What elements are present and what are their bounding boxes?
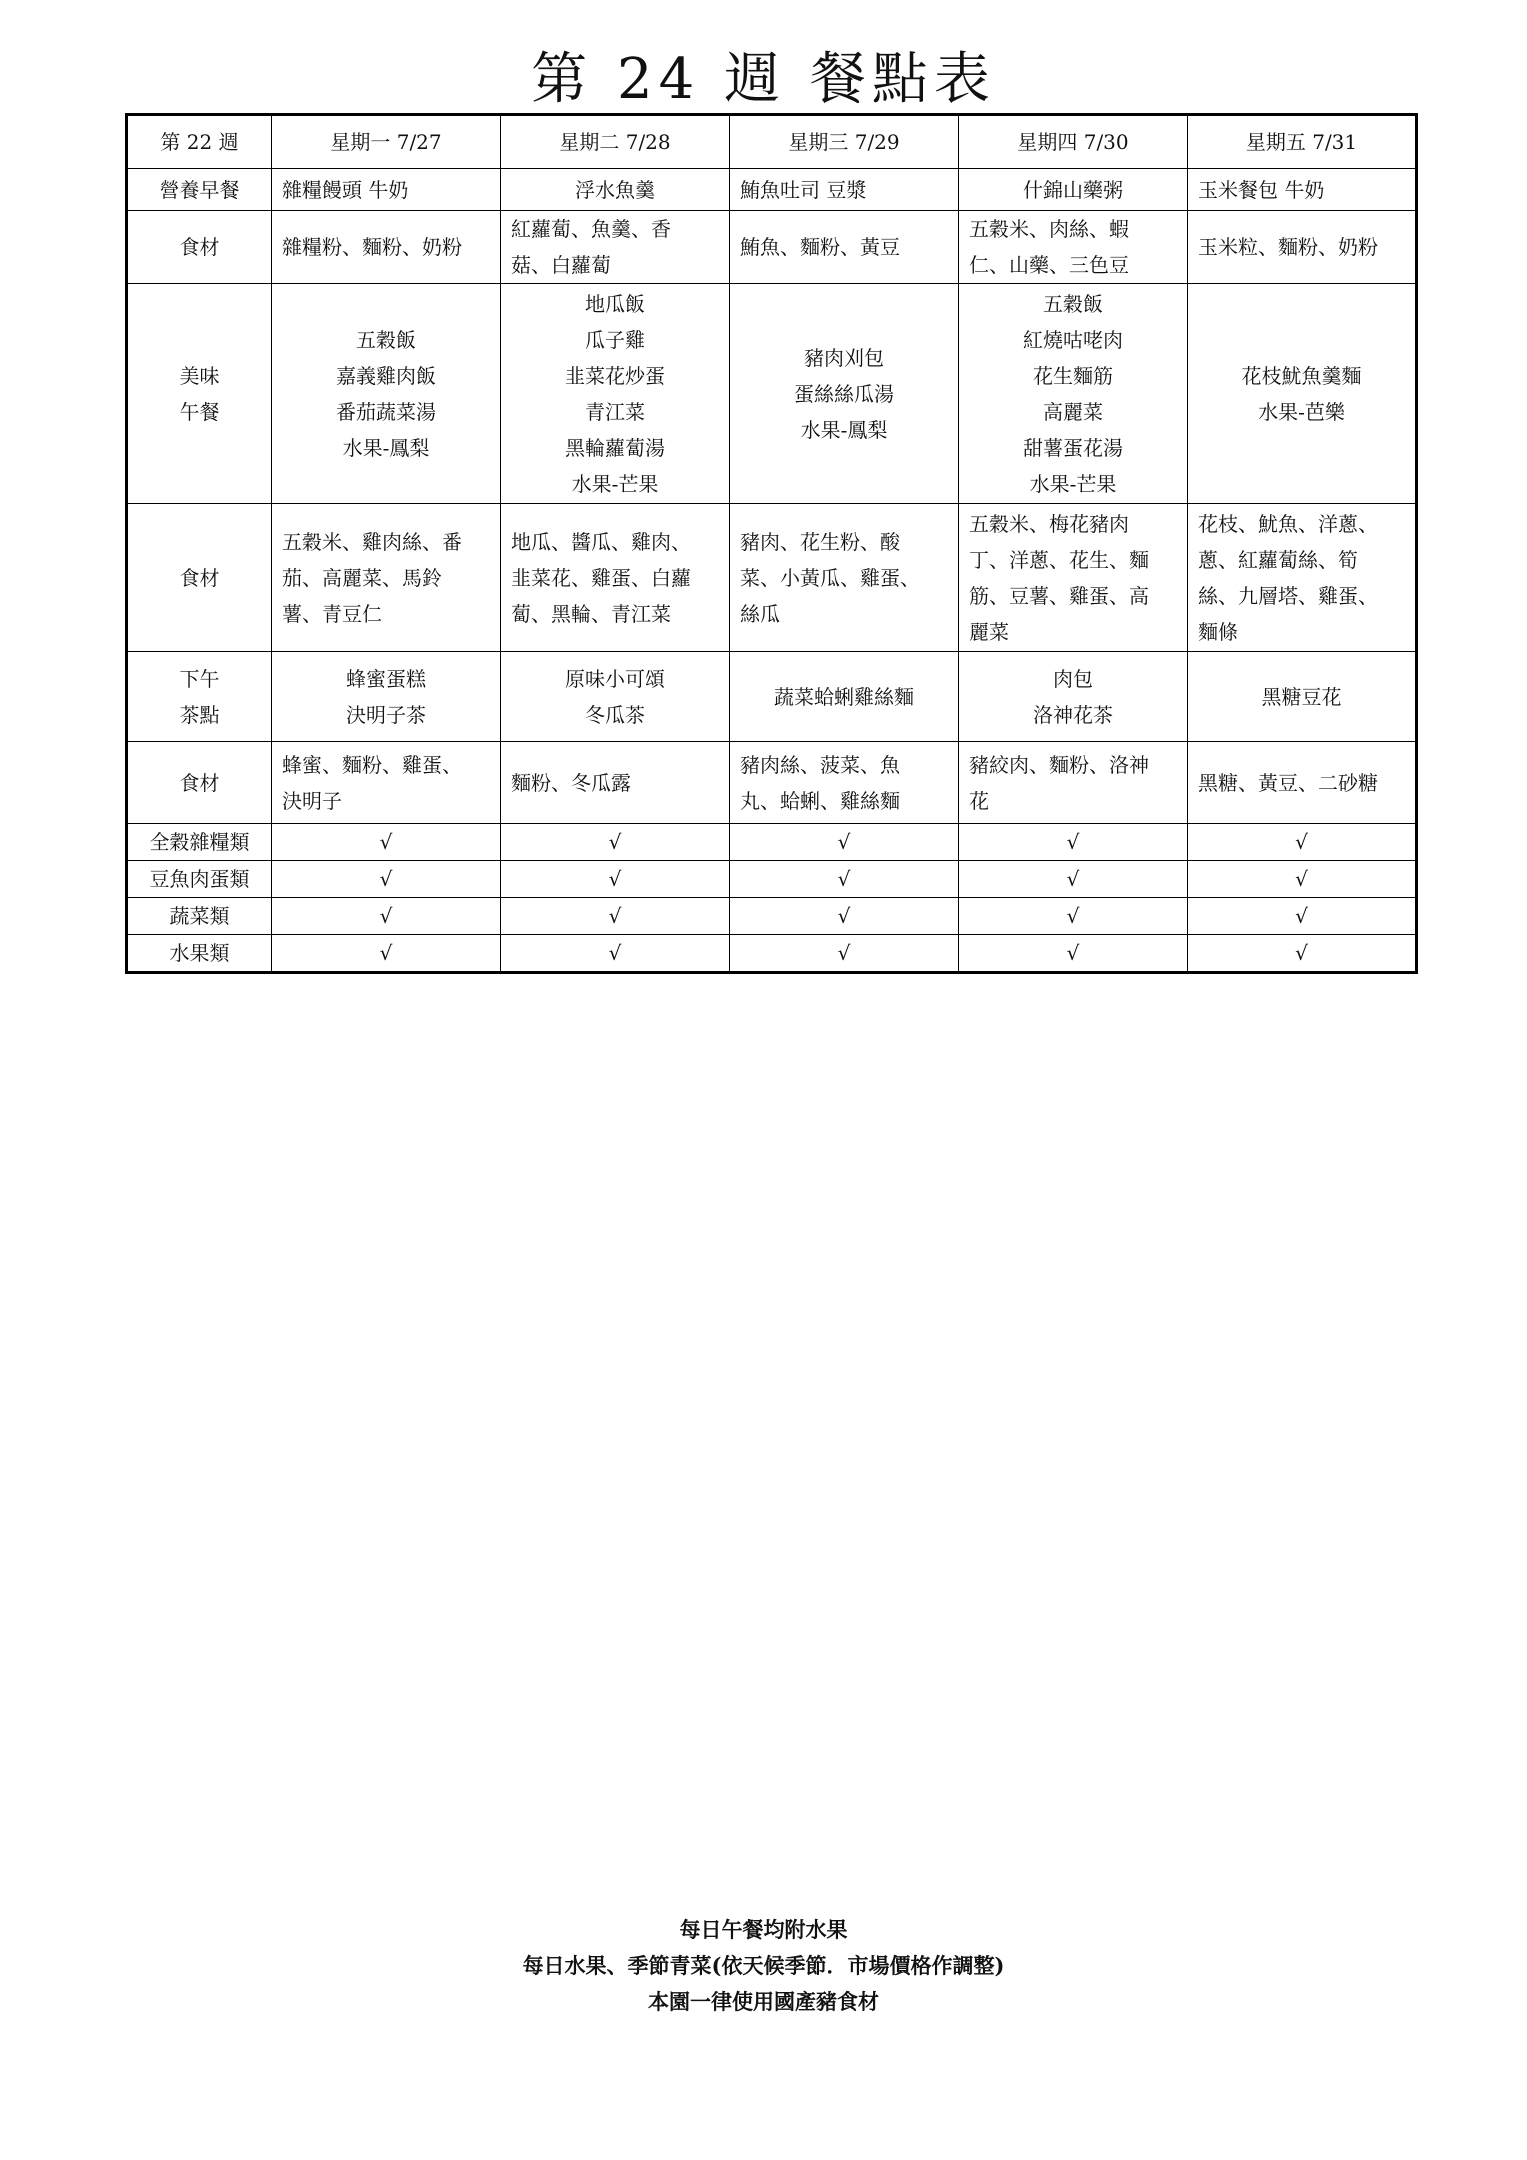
text-line: 菜、小黃瓜、雞蛋、 xyxy=(740,565,920,590)
breakfast-wed: 鮪魚吐司 豆漿 xyxy=(730,169,959,211)
text-line: 筋、豆薯、雞蛋、高 xyxy=(969,583,1149,608)
snack-ingredients-fri xyxy=(1188,742,1417,824)
text-line: 決明子 xyxy=(282,788,342,813)
text-line: 五穀飯 xyxy=(1043,291,1103,316)
snack-ingredients-row xyxy=(127,742,1417,824)
breakfast-fri: 玉米餐包 牛奶 xyxy=(1188,169,1417,211)
check-mark: √ xyxy=(730,861,959,898)
food-group-label: 全穀雜糧類 xyxy=(127,824,272,861)
text-line: 紅燒咕咾肉 xyxy=(1023,327,1123,352)
lunch-fri xyxy=(1188,284,1417,504)
lunch-label xyxy=(127,284,272,504)
check-mark: √ xyxy=(1188,824,1417,861)
breakfast-label: 營養早餐 xyxy=(127,169,272,211)
footer-note: 每日水果、季節青菜(依天候季節．市場價格作調整) xyxy=(522,1953,1005,1978)
day-header-wed: 星期三 7/29 xyxy=(730,115,959,169)
lunch-ingredients-mon xyxy=(272,504,501,652)
check-mark: √ xyxy=(1188,935,1417,973)
text-line: 茶點 xyxy=(179,702,220,727)
text-line: 麵粉、冬瓜露 xyxy=(511,770,631,795)
text-line: 青江菜 xyxy=(585,399,645,424)
food-group-row-vegetables xyxy=(127,898,1417,935)
text-line: 五穀米、梅花豬肉 xyxy=(969,511,1129,536)
breakfast-ingredients-thu xyxy=(959,211,1188,284)
footer-note: 每日午餐均附水果 xyxy=(679,1917,848,1942)
food-group-label: 蔬菜類 xyxy=(127,898,272,935)
snack-thu xyxy=(959,652,1188,742)
text-line: 花枝、魷魚、洋蔥、 xyxy=(1198,511,1378,536)
text-line: 蔬菜蛤蜊雞絲麵 xyxy=(774,684,914,709)
food-group-row-grains xyxy=(127,824,1417,861)
check-mark: √ xyxy=(730,898,959,935)
text-line: 午餐 xyxy=(179,399,220,424)
text-line: 美味 xyxy=(179,363,220,388)
text-line: 肉包 xyxy=(1053,666,1093,691)
snack-mon xyxy=(272,652,501,742)
text-line: 黑糖豆花 xyxy=(1261,684,1342,709)
breakfast-ingredients-label: 食材 xyxy=(127,211,272,284)
text-line: 花生麵筋 xyxy=(1033,363,1113,388)
text-line: 韭菜花、雞蛋、白蘿 xyxy=(511,565,691,590)
text-line: 地瓜、醬瓜、雞肉、 xyxy=(511,529,691,554)
snack-wed xyxy=(730,652,959,742)
text-line: 麵條 xyxy=(1198,619,1238,644)
text-line: 豬絞肉、麵粉、洛神 xyxy=(969,752,1149,777)
check-mark: √ xyxy=(959,898,1188,935)
snack-ingredients-tue xyxy=(501,742,730,824)
lunch-ingredients-row xyxy=(127,504,1417,652)
page-title: 第 24 週 餐點表 xyxy=(531,47,996,112)
breakfast-ingredients-tue xyxy=(501,211,730,284)
check-mark: √ xyxy=(272,935,501,973)
text-line: 韭菜花炒蛋 xyxy=(565,363,665,388)
check-mark: √ xyxy=(1188,898,1417,935)
food-group-row-fruit xyxy=(127,935,1417,973)
text-line: 丸、蛤蜊、雞絲麵 xyxy=(740,788,900,813)
check-mark: √ xyxy=(272,861,501,898)
check-mark: √ xyxy=(501,824,730,861)
snack-row xyxy=(127,652,1417,742)
text-line: 甜薯蛋花湯 xyxy=(1023,435,1123,460)
text-line: 蜂蜜、麵粉、雞蛋、 xyxy=(282,752,462,777)
food-group-label: 豆魚肉蛋類 xyxy=(127,861,272,898)
check-mark: √ xyxy=(730,824,959,861)
lunch-row xyxy=(127,284,1417,504)
text-line: 原味小可頌 xyxy=(565,666,665,691)
lunch-tue xyxy=(501,284,730,504)
check-mark: √ xyxy=(501,861,730,898)
lunch-ingredients-label: 食材 xyxy=(127,504,272,652)
check-mark: √ xyxy=(501,898,730,935)
check-mark: √ xyxy=(1188,861,1417,898)
lunch-ingredients-tue xyxy=(501,504,730,652)
text-line: 水果-芒果 xyxy=(571,471,659,496)
text-line: 絲瓜 xyxy=(740,601,780,626)
text-line: 仁、山藥、三色豆 xyxy=(969,253,1129,277)
text-line: 水果-芒果 xyxy=(1029,471,1117,496)
text-line: 番茄蔬菜湯 xyxy=(336,399,436,424)
lunch-ingredients-fri xyxy=(1188,504,1417,652)
text-line: 玉米粒、麵粉、奶粉 xyxy=(1198,235,1378,259)
text-line: 嘉義雞肉飯 xyxy=(336,363,436,388)
text-line: 下午 xyxy=(179,666,220,691)
text-line: 蜂蜜蛋糕 xyxy=(346,666,426,691)
text-line: 五穀飯 xyxy=(356,327,416,352)
text-line: 五穀米、肉絲、蝦 xyxy=(969,217,1129,241)
day-header-fri: 星期五 7/31 xyxy=(1188,115,1417,169)
text-line: 蛋絲絲瓜湯 xyxy=(794,381,894,406)
weekly-menu-table xyxy=(125,113,1418,974)
breakfast-thu: 什錦山藥粥 xyxy=(959,169,1188,211)
text-line: 雜糧粉、麵粉、奶粉 xyxy=(282,235,462,259)
header-row xyxy=(127,115,1417,169)
text-line: 地瓜飯 xyxy=(585,291,645,316)
check-mark: √ xyxy=(272,824,501,861)
breakfast-ingredients-wed xyxy=(730,211,959,284)
footer-note: 本園一律使用國產豬食材 xyxy=(648,1989,879,2014)
check-mark: √ xyxy=(272,898,501,935)
text-line: 水果-芭樂 xyxy=(1258,399,1345,424)
text-line: 豬肉絲、菠菜、魚 xyxy=(740,752,900,777)
breakfast-tue: 浮水魚羹 xyxy=(501,169,730,211)
check-mark: √ xyxy=(730,935,959,973)
breakfast-mon: 雜糧饅頭 牛奶 xyxy=(272,169,501,211)
text-line: 決明子茶 xyxy=(346,702,426,727)
text-line: 鮪魚、麵粉、黃豆 xyxy=(740,235,900,259)
text-line: 紅蘿蔔、魚羹、香 xyxy=(511,217,671,241)
text-line: 蔔、黑輪、青江菜 xyxy=(511,601,671,626)
text-line: 花枝魷魚羹麵 xyxy=(1241,363,1362,388)
breakfast-ingredients-fri xyxy=(1188,211,1417,284)
snack-ingredients-mon xyxy=(272,742,501,824)
day-header-thu: 星期四 7/30 xyxy=(959,115,1188,169)
check-mark: √ xyxy=(501,935,730,973)
text-line: 五穀米、雞肉絲、番 xyxy=(282,529,462,554)
lunch-ingredients-wed xyxy=(730,504,959,652)
text-line: 絲、九層塔、雞蛋、 xyxy=(1198,583,1378,608)
day-header-mon: 星期一 7/27 xyxy=(272,115,501,169)
week-label: 第 22 週 xyxy=(127,115,272,169)
text-line: 水果-鳳梨 xyxy=(800,417,888,442)
day-header-tue: 星期二 7/28 xyxy=(501,115,730,169)
lunch-ingredients-thu xyxy=(959,504,1188,652)
text-line: 菇、白蘿蔔 xyxy=(511,253,611,277)
text-line: 洛神花茶 xyxy=(1033,702,1113,727)
snack-tue xyxy=(501,652,730,742)
text-line: 黑糖、黃豆、二砂糖 xyxy=(1198,770,1378,795)
text-line: 豬肉刈包 xyxy=(804,345,884,370)
text-line: 高麗菜 xyxy=(1043,399,1103,424)
breakfast-row xyxy=(127,169,1417,211)
text-line: 麗菜 xyxy=(969,619,1009,644)
food-group-row-protein xyxy=(127,861,1417,898)
snack-fri xyxy=(1188,652,1417,742)
text-line: 黑輪蘿蔔湯 xyxy=(565,435,665,460)
lunch-thu xyxy=(959,284,1188,504)
breakfast-ingredients-row xyxy=(127,211,1417,284)
check-mark: √ xyxy=(959,861,1188,898)
breakfast-ingredients-mon xyxy=(272,211,501,284)
snack-label xyxy=(127,652,272,742)
text-line: 薯、青豆仁 xyxy=(282,601,382,626)
footer-notes xyxy=(0,1912,1527,2020)
text-line: 茄、高麗菜、馬鈴 xyxy=(282,565,442,590)
snack-ingredients-wed xyxy=(730,742,959,824)
snack-ingredients-thu xyxy=(959,742,1188,824)
check-mark: √ xyxy=(959,935,1188,973)
text-line: 瓜子雞 xyxy=(585,327,645,352)
text-line: 丁、洋蔥、花生、麵 xyxy=(969,547,1149,572)
text-line: 豬肉、花生粉、酸 xyxy=(740,529,900,554)
text-line: 冬瓜茶 xyxy=(585,702,645,727)
lunch-wed xyxy=(730,284,959,504)
text-line: 水果-鳳梨 xyxy=(342,435,430,460)
snack-ingredients-label: 食材 xyxy=(127,742,272,824)
lunch-mon xyxy=(272,284,501,504)
check-mark: √ xyxy=(959,824,1188,861)
text-line: 蔥、紅蘿蔔絲、筍 xyxy=(1198,547,1358,572)
text-line: 花 xyxy=(969,788,989,813)
food-group-label: 水果類 xyxy=(127,935,272,973)
